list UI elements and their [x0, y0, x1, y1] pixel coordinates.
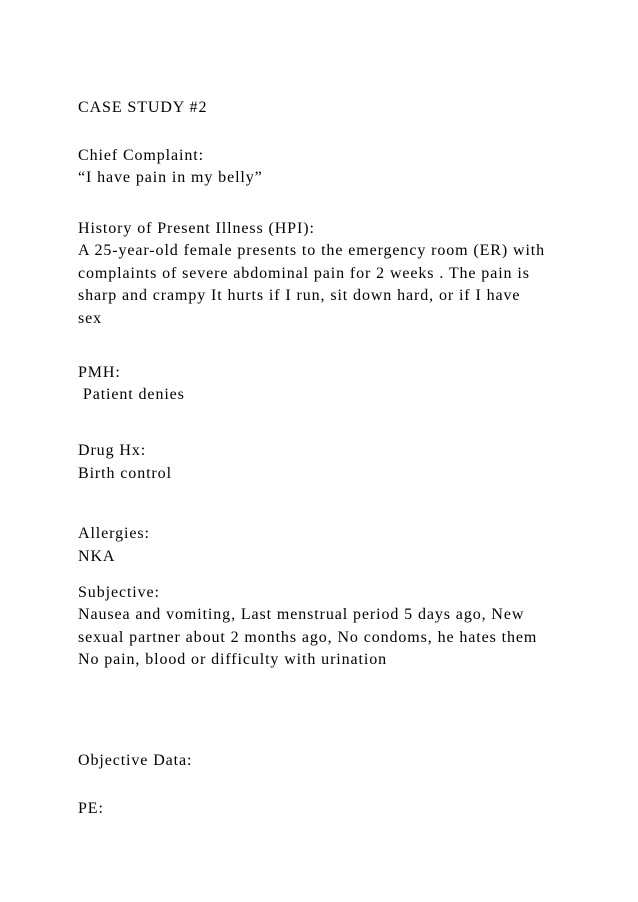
drug-hx-text: Birth control	[78, 465, 172, 482]
subjective-line: No pain, blood or difficulty with urination	[78, 651, 388, 668]
hpi-line: A 25-year-old female presents to the emergency room (ER) with	[78, 242, 546, 259]
drug-hx-heading: Drug Hx:	[78, 442, 147, 459]
subjective-heading: Subjective:	[78, 584, 160, 601]
allergies-text: NKA	[78, 548, 116, 565]
case-study-title: CASE STUDY #2	[78, 99, 208, 116]
chief-complaint-heading: Chief Complaint:	[78, 147, 204, 164]
chief-complaint-text: “I have pain in my belly”	[78, 169, 263, 186]
subjective-line: Nausea and vomiting, Last menstrual period 5 days ago, New	[78, 606, 525, 623]
subjective-line: sexual partner about 2 months ago, No condoms, he hates them	[78, 629, 538, 646]
allergies-heading: Allergies:	[78, 525, 150, 542]
hpi-heading: History of Present Illness (HPI):	[78, 220, 315, 237]
hpi-line: sharp and crampy It hurts if I run, sit down hard, or if I have	[78, 287, 521, 304]
pmh-text: Patient denies	[78, 386, 185, 403]
pmh-heading: PMH:	[78, 364, 121, 381]
hpi-line: sex	[78, 310, 103, 327]
pe-heading: PE:	[78, 800, 104, 817]
objective-data-heading: Objective Data:	[78, 752, 193, 769]
hpi-line: complaints of severe abdominal pain for 2 weeks . The pain is	[78, 265, 530, 282]
